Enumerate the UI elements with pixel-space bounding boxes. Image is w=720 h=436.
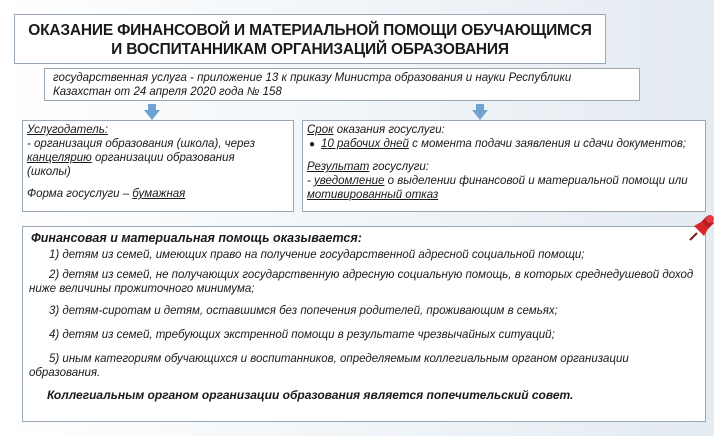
result-heading xyxy=(307,160,701,174)
terms-days-rest: с момента подачи заявления и сдачи документов; xyxy=(408,138,687,150)
down-arrow-icon xyxy=(144,110,160,120)
assistance-item-2a: 2) детям из семей, не получающих государственную адресную социальную помощь, в которых среднедушевой доход xyxy=(49,269,694,281)
assistance-box xyxy=(22,226,706,422)
closing-statement: Коллегиальным органом организации образования является попечительский совет. xyxy=(47,388,574,402)
notice-prefix: - xyxy=(307,175,315,187)
result-notice-line xyxy=(307,174,701,188)
provider-text-2 xyxy=(27,151,289,165)
refusal-text: мотивированный отказ xyxy=(307,189,439,201)
provider-heading: Услугодатель: xyxy=(27,124,108,136)
form-label: Форма госуслуги – xyxy=(27,188,133,200)
assistance-item-5a: 5) иным категориям обучающихся и воспитанников, определяемым коллегиальным органом организации xyxy=(49,353,629,365)
subtitle-line-1: государственная услуга - приложение 13 к приказу Министра образования и науки Республики xyxy=(53,72,572,84)
terms-heading-u: Срок xyxy=(307,124,334,136)
provider-text-3: (школы) xyxy=(27,166,71,178)
form-value: бумажная xyxy=(132,188,186,200)
result-heading-rest: госуслуги: xyxy=(369,161,429,173)
title-box xyxy=(14,14,606,64)
down-arrow-icon xyxy=(472,110,488,120)
result-heading-u: Результат xyxy=(307,161,370,173)
terms-days-line xyxy=(307,137,701,152)
terms-heading xyxy=(307,123,701,137)
notice-rest: о выделении финансовой и материальной помощи или xyxy=(384,175,688,187)
assistance-heading: Финансовая и материальная помощь оказывается: xyxy=(31,231,362,245)
bullet-icon: ● xyxy=(309,139,316,150)
form-line xyxy=(27,187,289,201)
terms-days: 10 рабочих дней xyxy=(321,138,409,150)
assistance-item-3: 3) детям-сиротам и детям, оставшимся без попечения родителей, проживающим в семьях; xyxy=(49,305,558,317)
assistance-item-4: 4) детям из семей, требующих экстренной помощи в результате чрезвычайных ситуаций; xyxy=(49,329,555,341)
notice-word: уведомление xyxy=(314,175,385,187)
title-line-2: И ВОСПИТАННИКАМ ОРГАНИЗАЦИЙ ОБРАЗОВАНИЯ xyxy=(111,41,509,58)
title-line-1: ОКАЗАНИЕ ФИНАНСОВОЙ И МАТЕРИАЛЬНОЙ ПОМОЩИ ОБУЧАЮЩИМСЯ xyxy=(28,22,592,39)
assistance-item-5b: образования. xyxy=(29,367,101,379)
office-word: канцелярию xyxy=(27,152,92,164)
subtitle-line-2: Казахстан от 24 апреля 2020 года № 158 xyxy=(53,86,282,98)
slide xyxy=(6,0,714,436)
terms-box xyxy=(302,120,706,212)
provider-box xyxy=(22,120,294,212)
provider-text-1: - организация образования (школа), через xyxy=(27,138,256,150)
assistance-item-1: 1) детям из семей, имеющих право на получение государственной адресной социальной помощи; xyxy=(49,249,585,261)
subtitle-box xyxy=(44,68,640,101)
assistance-item-2b: ниже величины прожиточного минимума; xyxy=(29,283,255,295)
terms-heading-rest: оказания госуслуги: xyxy=(333,124,445,136)
provider-text-2-rest: организации образования xyxy=(91,152,235,164)
push-pin-icon xyxy=(688,212,718,242)
